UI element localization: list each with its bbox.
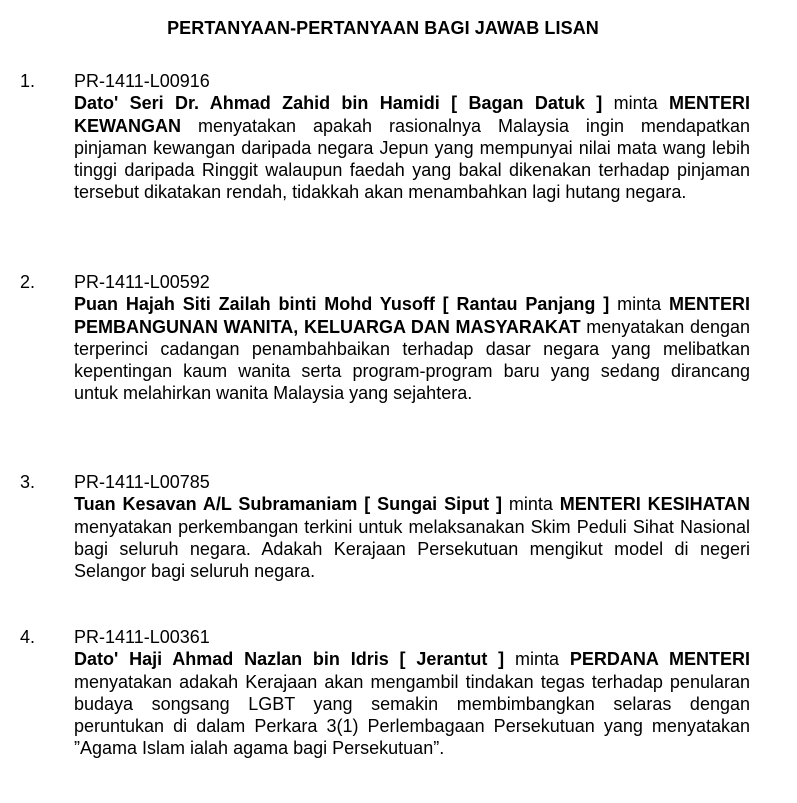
- question-content: menyatakan adakah Kerajaan akan mengambil tindakan tegas terhadap penularan budaya songsang LGBT yang semakin membimbangkan selaras dengan peruntukan di dalam Perkara 3(1) Perlembagaan Persekutuan yang menyatakan ”Agama Islam ialah agama bagi Persekutuan”.: [74, 671, 750, 759]
- question-minister: MENTERI PEMBANGUNAN WANITA, KELUARGA DAN MASYARAKAT: [74, 294, 750, 337]
- question-minister: PERDANA MENTERI: [569, 649, 750, 670]
- question-code: PR-1411-L00916: [74, 71, 210, 91]
- question-text: [74, 293, 750, 404]
- question-asker: Puan Hajah Siti Zailah binti Mohd Yusoff [ Rantau Panjang ]: [74, 294, 610, 315]
- page-title: PERTANYAAN-PERTANYAAN BAGI JAWAB LISAN: [167, 18, 599, 38]
- question-number: 3.: [20, 472, 36, 492]
- question-asker: Dato' Haji Ahmad Nazlan bin Idris [ Jerantut ]: [74, 649, 505, 670]
- question-minister: MENTERI KEWANGAN: [74, 93, 750, 136]
- question-minister: MENTERI KESIHATAN: [559, 494, 750, 515]
- question-verb: minta: [515, 649, 560, 670]
- question-number: 1.: [20, 71, 36, 91]
- question-verb: minta: [613, 93, 658, 114]
- question-body: [74, 271, 750, 405]
- question-asker: Dato' Seri Dr. Ahmad Zahid bin Hamidi [ Bagan Datuk ]: [74, 93, 603, 114]
- question-number: 2.: [20, 272, 36, 292]
- question-content: menyatakan dengan terperinci cadangan penambahbaikan terhadap dasar negara yang melibatkan kepentingan kaum wanita serta program-program baru yang sedang dirancang untuk melahirkan wanita Malaysia yang sejahtera.: [74, 316, 751, 404]
- question-text: [74, 493, 750, 582]
- question-body: [74, 471, 750, 582]
- question-content: menyatakan perkembangan terkini untuk melaksanakan Skim Peduli Sihat Nasional bagi seluruh negara. Adakah Kerajaan Persekutuan mengikut model di negeri Selangor bagi seluruh negara.: [74, 516, 750, 582]
- question-body: [74, 70, 750, 204]
- question-number: 4.: [20, 627, 36, 647]
- question-text: [74, 648, 750, 759]
- question-code: PR-1411-L00361: [74, 627, 210, 647]
- question-content: menyatakan apakah rasionalnya Malaysia ingin mendapatkan pinjaman kewangan daripada negara Jepun yang mempunyai nilai mata wang lebih tinggi daripada Ringgit walaupun faedah yang bakal dikenakan terhadap pinjaman tersebut dikatakan rendah, tidakkah akan menambahkan lagi hutang negara.: [74, 115, 750, 203]
- question-asker: Tuan Kesavan A/L Subramaniam [ Sungai Siput ]: [74, 494, 502, 515]
- question-code: PR-1411-L00592: [74, 272, 210, 292]
- question-text: [74, 92, 750, 203]
- question-code: PR-1411-L00785: [74, 472, 210, 492]
- question-verb: minta: [617, 294, 662, 315]
- question-verb: minta: [508, 494, 553, 515]
- question-body: [74, 626, 750, 760]
